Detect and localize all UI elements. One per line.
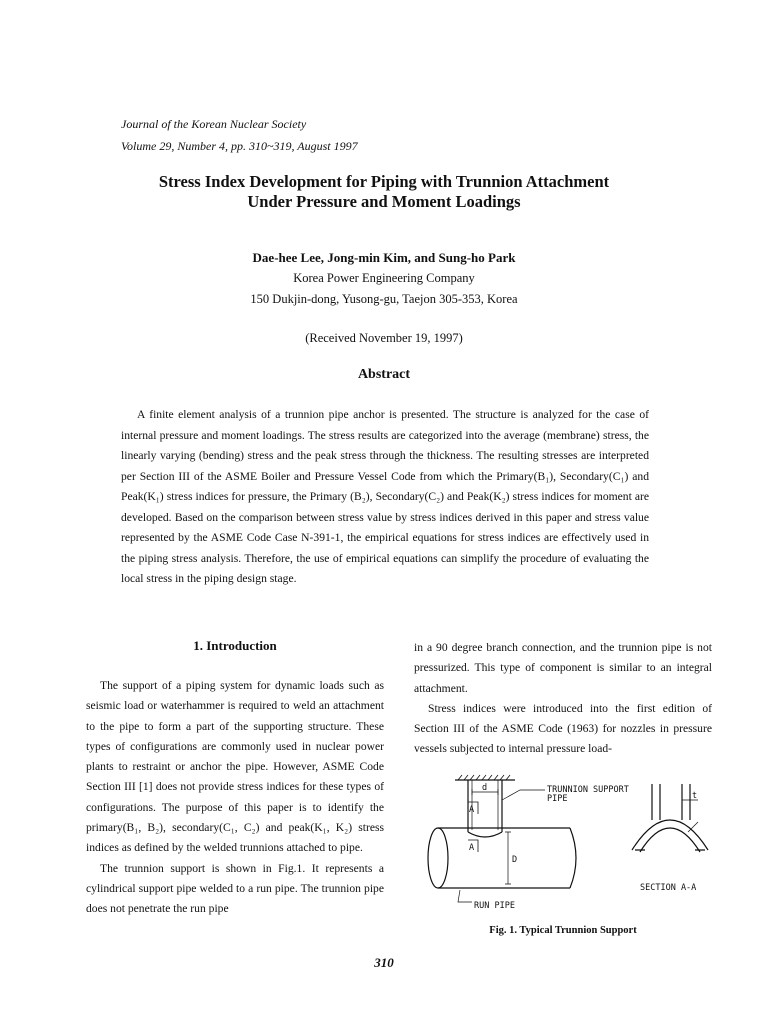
received-date: (Received November 19, 1997) bbox=[305, 331, 463, 345]
introduction-heading: 1. Introduction bbox=[193, 638, 277, 653]
introduction-paragraph-1: The support of a piping system for dynamic loads such as seismic load or waterhammer is required to weld an attachment to the pipe to form a part of the supporting structure. These types of configurations are commonly used in nuclear power plants to restraint or anchor the pipe. However, ASME Code Section III [1] does not provide stress indices for these types of configurations. The purpose of this paper is to identify the primary(B₁, B₂), secondary(C₁, C₂) and peak(K₁, K₂) stress indices as defined by the welded trunnions attached to pipe. bbox=[86, 679, 384, 855]
introduction-paragraph-2: The trunnion support is shown in Fig.1. It represents a cylindrical support pipe welded to a run pipe. The trunnion pipe does not penetrate the run pipe bbox=[86, 861, 384, 916]
label-t: t bbox=[692, 791, 698, 801]
run-pipe-end-right bbox=[570, 828, 576, 888]
label-pipe: PIPE bbox=[547, 794, 568, 804]
run-pipe-end-left bbox=[428, 828, 448, 888]
leader-run-pipe bbox=[458, 890, 472, 902]
right-paragraph-2: Stress indices were introduced into the first edition of Section III of the ASME Code (1963) for nozzles in pressure vessels subjected to internal pressure load- bbox=[414, 701, 712, 756]
right-column bbox=[414, 638, 712, 760]
label-section: SECTION A-A bbox=[640, 883, 697, 893]
figure-caption: Fig. 1. Typical Trunnion Support bbox=[489, 925, 637, 936]
journal-volume: Volume 29, Number 4, pp. 310~319, August 1997 bbox=[121, 139, 358, 153]
label-D: D bbox=[512, 855, 518, 865]
journal-name: Journal of the Korean Nuclear Society bbox=[121, 117, 307, 131]
right-paragraph-1: in a 90 degree branch connection, and the trunnion pipe is not pressurized. This type of component is similar to an integral attachment. bbox=[414, 641, 712, 695]
label-trunnion: TRUNNION SUPPORT bbox=[547, 785, 629, 795]
abstract-heading: Abstract bbox=[357, 367, 411, 382]
section-run-pipe-arc bbox=[632, 820, 708, 852]
author-affiliation: Korea Power Engineering Company bbox=[293, 271, 475, 285]
dimension-D bbox=[505, 832, 511, 884]
title-line-2: Under Pressure and Moment Loadings bbox=[247, 192, 521, 211]
trunnion-diagram bbox=[420, 770, 710, 920]
section-trunnion bbox=[652, 784, 690, 820]
author-names: Dae-hee Lee, Jong-min Kim, and Sung-ho Park bbox=[252, 250, 516, 265]
label-d: d bbox=[482, 783, 488, 793]
abstract-text: A finite element analysis of a trunnion pipe anchor is presented. The structure is analyzed for the case of internal pressure and moment loadings. The stress results are categorized into the average (membrane) stress, the linearly varying (bending) stress and the peak stress through the thickness. The resulting stresses are interpreted per Section III of the ASME Boiler and Pressure Vessel Code from which the Primary(B₁), Secondary(C₁) and Peak(K₁) stress indices for pressure, the Primary (B₂), Secondary(C₂) and Peak(K₂) stress indices for moment are developed. Based on the comparison between stress value by stress indices derived in this paper and stress value represented by the ASME Code Case N-391-1, the empirical equations for stress indices are effectively used in the piping stress analysis. Therefore, the use of empirical equations can simplify the procedure of evaluating the local stress in the piping design stage. bbox=[121, 408, 649, 585]
trunnion-figure bbox=[420, 770, 710, 920]
paper-title bbox=[80, 172, 688, 212]
run-pipe-walls bbox=[438, 828, 570, 888]
leader-trunnion bbox=[502, 790, 545, 800]
label-A-top: A bbox=[469, 805, 475, 815]
left-column bbox=[86, 636, 384, 920]
author-block bbox=[80, 247, 688, 310]
title-line-1: Stress Index Development for Piping with Trunnion Attachment bbox=[158, 172, 610, 191]
trunnion-weld bbox=[468, 832, 502, 837]
label-run-pipe: RUN PIPE bbox=[474, 901, 515, 911]
ground-hatching bbox=[458, 775, 510, 780]
label-A-bottom: A bbox=[469, 843, 475, 853]
author-address: 150 Dukjin-dong, Yusong-gu, Taejon 305-353, Korea bbox=[250, 292, 518, 306]
page-number: 310 bbox=[374, 955, 394, 970]
journal-citation bbox=[121, 113, 521, 157]
